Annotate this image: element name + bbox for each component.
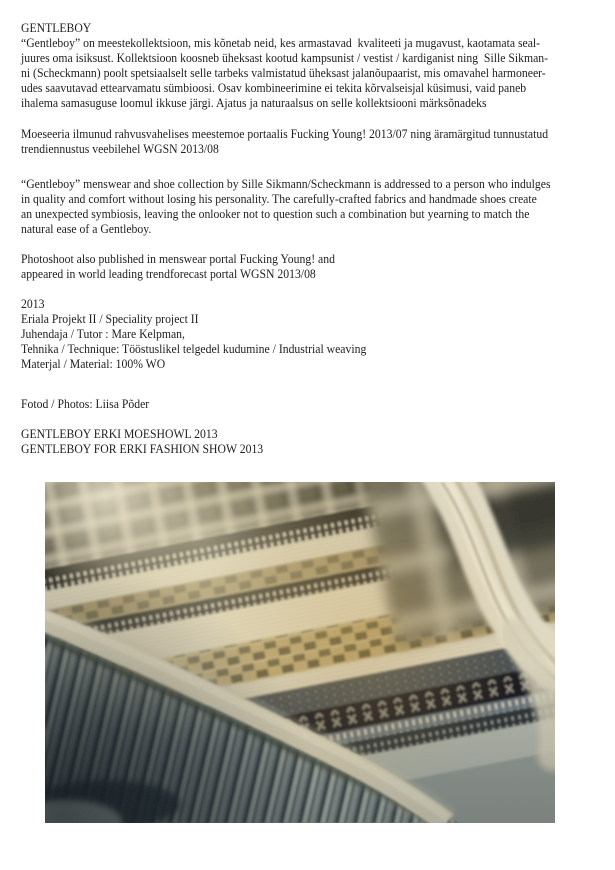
text-line: Fotod / Photos: Liisa Põder xyxy=(21,397,150,411)
show-credits xyxy=(21,427,560,457)
text-line: Moeseeria ilmunud rahvusvahelises meestemoe portaalis Fucking Young! 2013/07 ning äramärgitud tunnustatud xyxy=(21,127,549,141)
text-line: Photoshoot also published in menswear portal Fucking Young! and xyxy=(21,252,335,266)
fabric-photo xyxy=(45,482,555,823)
text-line: natural ease of a Gentleboy. xyxy=(21,222,152,236)
text-line: in quality and comfort without losing his personality. The carefully-crafted fabrics and handmade shoes create xyxy=(21,192,537,206)
text-line: “Gentleboy” on meestekollektsioon, mis kõnetab neid, kes armastavad kvaliteeti ja mugavust, kaotamata seal- xyxy=(21,36,541,50)
press-paragraph-english xyxy=(21,252,560,282)
text-line: appeared in world leading trendforecast portal WGSN 2013/08 xyxy=(21,267,316,281)
project-details xyxy=(21,297,560,372)
project-technique: Tehnika / Technique: Tööstuslikel telgedel kudumine / Industrial weaving xyxy=(21,342,367,356)
text-line: an unexpected symbiosis, leaving the onlooker not to question such a combination but yearning to match the xyxy=(21,207,530,221)
project-type: Eriala Projekt II / Speciality project II xyxy=(21,312,199,326)
project-tutor: Juhendaja / Tutor : Mare Kelpman, xyxy=(21,327,185,341)
press-paragraph-estonian xyxy=(21,127,560,157)
photo-credit xyxy=(21,397,560,412)
intro-paragraph-english xyxy=(21,177,560,237)
text-line: “Gentleboy” menswear and shoe collection by Sille Sikmann/Scheckmann is addressed to a person who indulges xyxy=(21,177,551,191)
text-line: GENTLEBOY ERKI MOESHOWL 2013 xyxy=(21,427,218,441)
text-line: trendiennustus veebilehel WGSN 2013/08 xyxy=(21,142,219,156)
text-line: udes saavutavad ettearvamatu sümbioosi. Osav kombineerimine ei tekita kõrvalseisjal küsimusi, vaid paneb xyxy=(21,81,527,95)
project-year: 2013 xyxy=(21,297,45,311)
page-title: GENTLEBOY xyxy=(21,21,92,35)
project-material: Materjal / Material: 100% WO xyxy=(21,357,166,371)
text-line: ihalema samasuguse loomul ikkuse järgi. Ajatus ja naturaalsus on selle kollektsiooni märksõnadeks xyxy=(21,96,487,110)
text-line: juures oma isiksust. Kollektsioon koosneb üheksast kootud kampsunist / vestist / kardiganist ning Sille Sikman- xyxy=(21,51,549,65)
text-line: ni (Scheckmann) poolt spetsiaalselt selle tarbeks valmistatud üheksast jalanõupaarist, mis omavahel harmoneer- xyxy=(21,66,546,80)
text-line: GENTLEBOY FOR ERKI FASHION SHOW 2013 xyxy=(21,442,264,456)
portfolio-text-block xyxy=(21,21,601,823)
intro-paragraph-estonian xyxy=(21,21,560,111)
